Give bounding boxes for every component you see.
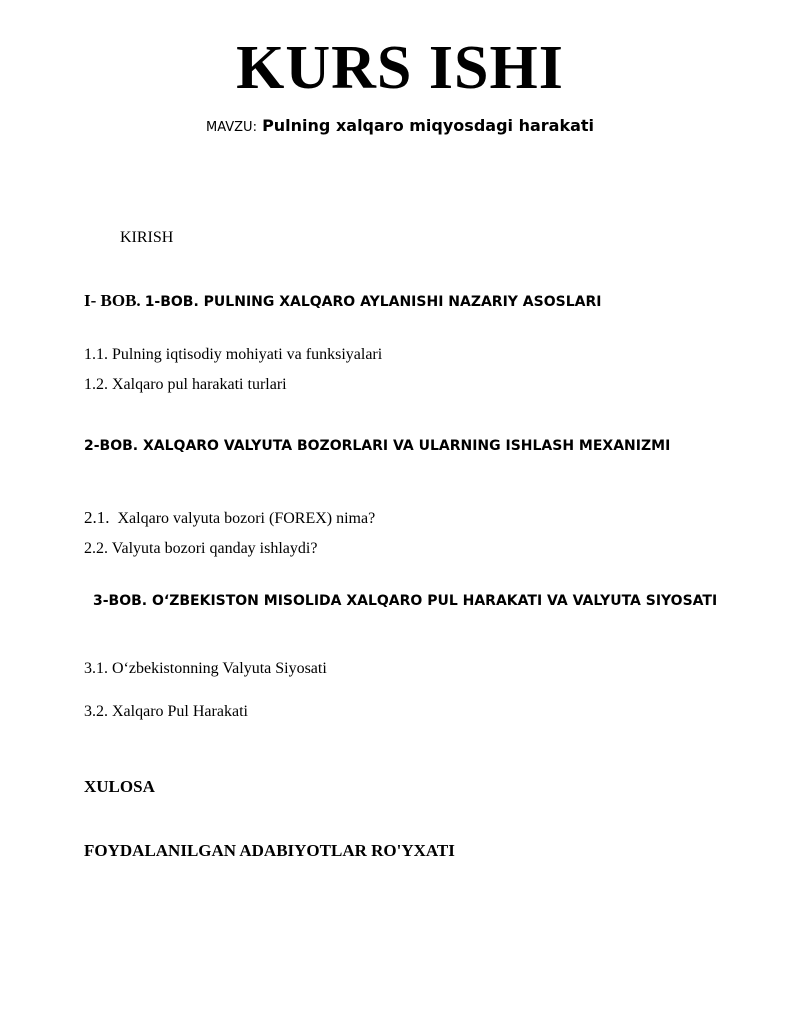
topic-text: Pulning xalqaro miqyosdagi harakati [262, 116, 595, 135]
section-2-1-text: Xalqaro valyuta bozori (FOREX) nima? [117, 510, 376, 527]
toc-intro: KIRISH [120, 229, 174, 246]
toc-section-3-1: 3.1. O‘zbekistonning Valyuta Siyosati [84, 660, 327, 677]
toc-section-3-2: 3.2. Xalqaro Pul Harakati [84, 703, 248, 720]
toc-section-1-2: 1.2. Xalqaro pul harakati turlari [84, 376, 287, 393]
chapter-1-title: 1-BOB. PULNING XALQARO AYLANISHI NAZARIY ASOSLARI [144, 294, 602, 310]
toc-section-2-1 [84, 508, 375, 528]
toc-section-2-2: 2.2. Valyuta bozori qanday ishlaydi? [84, 540, 318, 557]
document-title: KURS ISHI [236, 34, 564, 102]
toc-conclusion: XULOSA [84, 777, 155, 796]
toc-references: FOYDALANILGAN ADABIYOTLAR RO'YXATI [84, 841, 455, 860]
toc-section-1-1: 1.1. Pulning iqtisodiy mohiyati va funksiyalari [84, 346, 383, 363]
section-2-1-number: 2.1. [84, 508, 110, 527]
document-subtitle [0, 116, 800, 135]
chapter-1-prefix: I- BOB. [84, 291, 141, 310]
toc-chapter-1 [84, 291, 601, 311]
toc-chapter-3: 3-BOB. O‘ZBEKISTON MISOLIDA XALQARO PUL HARAKATI VA VALYUTA SIYOSATI [93, 593, 718, 609]
toc-chapter-2: 2-BOB. XALQARO VALYUTA BOZORLARI VA ULARNING ISHLASH MEXANIZMI [84, 438, 671, 454]
topic-label: MAVZU: [205, 120, 257, 135]
